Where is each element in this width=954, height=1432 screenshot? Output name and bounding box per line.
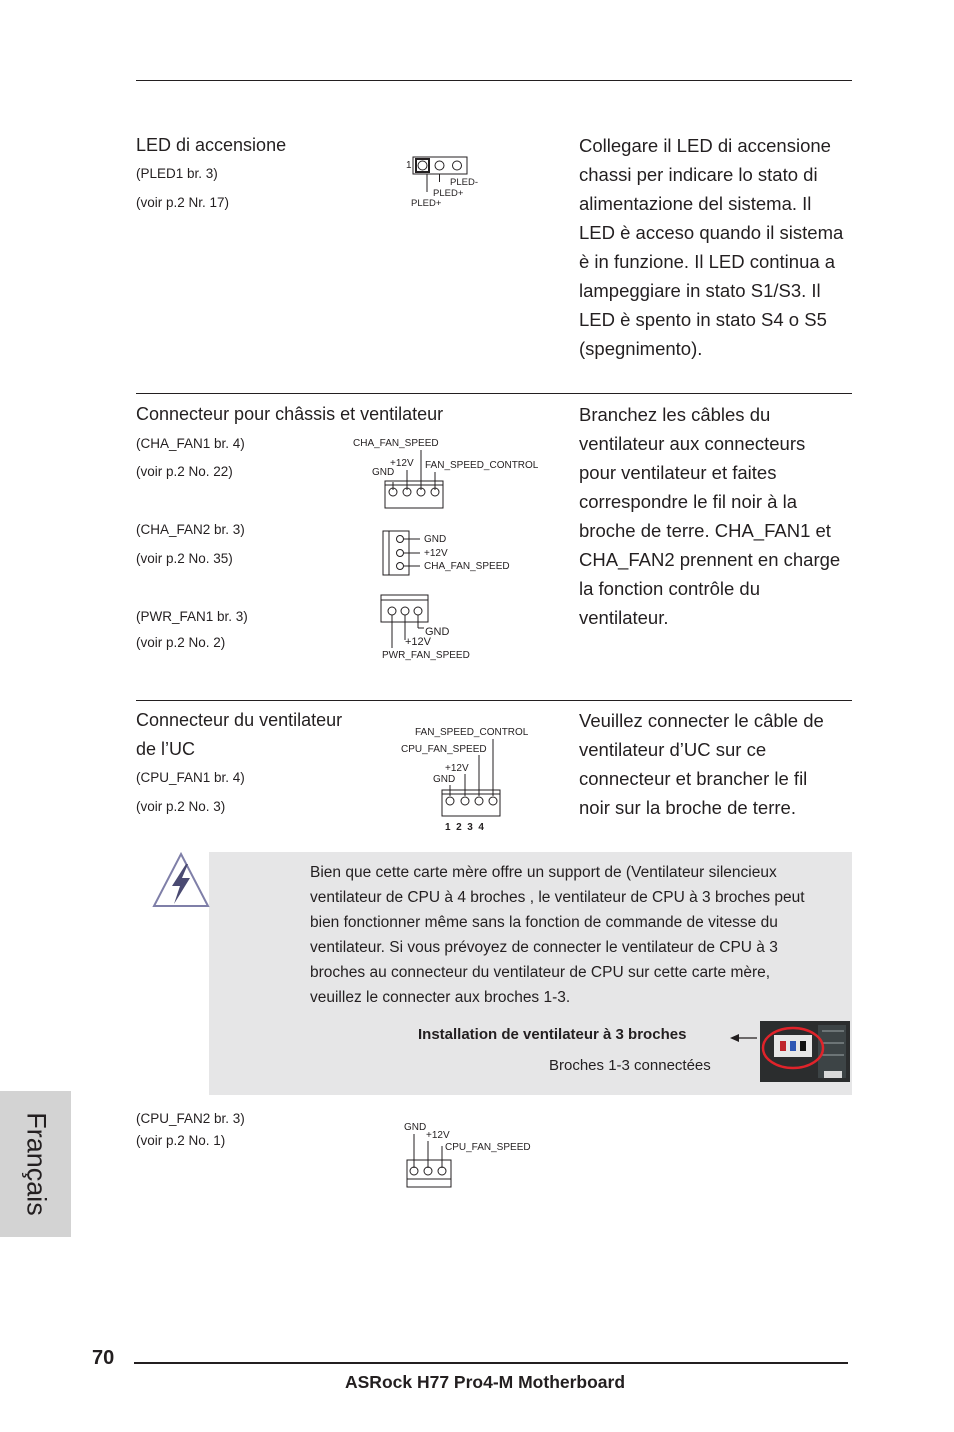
cha-desc-line: pour ventilateur et faites — [579, 462, 777, 483]
photo-wire-black — [800, 1041, 806, 1051]
language-side-tab — [0, 1091, 71, 1237]
pwr-fan1-pin — [388, 607, 396, 615]
note-line: bien fonctionner même sans la fonction de commande de vitesse du — [310, 914, 778, 931]
cha-fan1-sub2: (voir p.2 No. 22) — [136, 464, 233, 479]
cha-fan2-diagram — [380, 528, 540, 578]
pwr-fan1-pin — [401, 607, 409, 615]
footer-rule — [134, 1362, 848, 1364]
pled-pin1 — [418, 161, 427, 170]
cpu-fan1-pin — [461, 797, 469, 805]
cha-fan2-12v-label: +12V — [424, 548, 448, 559]
cpu-desc-line: noir sur la broche de terre. — [579, 797, 796, 818]
cha-fan2-speed-label: CHA_FAN_SPEED — [424, 561, 510, 572]
note-line: ventilateur. Si vous prévoyez de connecter le ventilateur de CPU à 3 — [310, 939, 778, 956]
language-label: Français — [21, 1112, 51, 1216]
pled-pin3 — [453, 161, 462, 170]
cha-fan2-pin — [397, 536, 404, 543]
cpu-fan1-gnd-label: GND — [433, 774, 456, 785]
cpu-fan1-sub2: (voir p.2 No. 3) — [136, 799, 226, 814]
pwr-fan1-diagram — [378, 592, 498, 662]
pled-minus-label: PLED- — [450, 177, 478, 188]
cha-desc-line: Branchez les câbles du — [579, 404, 771, 425]
note-line: Bien que cette carte mère offre un support de (Ventilateur silencieux — [310, 864, 777, 881]
cha-title: Connecteur pour châssis et ventilateur — [136, 404, 444, 424]
footer-title: ASRock H77 Pro4-M Motherboard — [345, 1372, 626, 1392]
cpu-fan1-pin — [475, 797, 483, 805]
photo-label — [824, 1071, 842, 1078]
pled-desc-line: è in funzione. Il LED continua a — [579, 251, 836, 272]
cha-fan2-pin — [397, 550, 404, 557]
cpu-fan2-12v-label: +12V — [426, 1130, 450, 1141]
cha-fan1-speed-label: CHA_FAN_SPEED — [353, 438, 439, 449]
cha-desc-line: CHA_FAN2 prennent en charge — [579, 549, 841, 570]
note-text — [310, 860, 855, 1010]
cpu-desc-line: connecteur et brancher le fil — [579, 768, 808, 789]
cpu-fan1-pin — [446, 797, 454, 805]
cha-desc-line: ventilateur. — [579, 607, 669, 628]
pled-desc-line: lampeggiare in stato S1/S3. Il — [579, 280, 821, 301]
pwr-fan1-12v-label: +12V — [405, 636, 431, 648]
cpu-fan2-pin — [438, 1167, 446, 1175]
pled-desc-line: chassi per indicare lo stato di — [579, 164, 818, 185]
pwr-fan1-speed-label: PWR_FAN_SPEED — [382, 650, 470, 661]
cha-fan2-sub2: (voir p.2 No. 35) — [136, 551, 233, 566]
pins-connected-label: Broches 1-3 connectées — [549, 1057, 711, 1074]
cpu-desc-line: ventilateur d’UC sur ce — [579, 739, 767, 760]
cpu-fan1-pin-numbers: 1 2 3 4 — [445, 822, 484, 833]
page-number: 70 — [92, 1347, 115, 1369]
section-divider — [136, 700, 852, 701]
cha-fan1-gnd-label: GND — [372, 467, 395, 478]
pled-desc-line: Collegare il LED di accensione — [579, 135, 831, 156]
install-label: Installation de ventilateur à 3 broches — [418, 1026, 687, 1043]
pled-sub2: (voir p.2 Nr. 17) — [136, 195, 230, 210]
top-rule — [136, 80, 852, 81]
cpu-desc-line: Veuillez connecter le câble de — [579, 710, 824, 731]
cpu-fan2-sub2: (voir p.2 No. 1) — [136, 1133, 226, 1148]
pled-pin1-label: 1 — [406, 160, 412, 171]
pled-sub1: (PLED1 br. 3) — [136, 166, 218, 181]
cha-description — [579, 400, 859, 632]
cha-desc-line: broche de terre. CHA_FAN1 et — [579, 520, 831, 541]
cpu-title-line1: Connecteur du ventilateur — [136, 710, 343, 730]
note-line: broches au connecteur du ventilateur de CPU sur cette carte mère, — [310, 964, 771, 981]
cha-fan1-control-label: FAN_SPEED_CONTROL — [425, 460, 539, 471]
pled-plus-label-2: PLED+ — [411, 198, 442, 209]
cha-fan2-sub1: (CHA_FAN2 br. 3) — [136, 522, 245, 537]
pled-title: LED di accensione — [136, 135, 287, 155]
cpu-fan1-speed-label: CPU_FAN_SPEED — [401, 744, 487, 755]
cha-fan2-pin — [397, 563, 404, 570]
cpu-fan2-gnd-label: GND — [404, 1122, 427, 1133]
photo-wire-red — [780, 1041, 786, 1051]
pled-connector-diagram — [400, 152, 490, 210]
pled-pin2 — [435, 161, 444, 170]
pwr-fan1-sub2: (voir p.2 No. 2) — [136, 635, 226, 650]
pwr-fan1-gnd-label: GND — [425, 626, 450, 638]
cpu-fan2-speed-label: CPU_FAN_SPEED — [445, 1142, 531, 1153]
pled-desc-line: (spegnimento). — [579, 338, 703, 359]
warning-icon — [150, 850, 212, 910]
cpu-fan2-pin — [410, 1167, 418, 1175]
cha-fan1-12v-label: +12V — [390, 458, 414, 469]
cpu-fan1-diagram — [398, 722, 548, 834]
cha-desc-line: la fonction contrôle du — [579, 578, 761, 599]
pwr-fan1-sub1: (PWR_FAN1 br. 3) — [136, 609, 248, 624]
pled-plus-label: PLED+ — [433, 188, 464, 199]
pled-desc-line: LED è spento in stato S4 o S5 — [579, 309, 827, 330]
pled-description — [579, 131, 859, 363]
photo-wire-blue — [790, 1041, 796, 1051]
cpu-fan1-sub1: (CPU_FAN1 br. 4) — [136, 770, 245, 785]
cpu-fan1-12v-label: +12V — [445, 763, 469, 774]
cpu-description — [579, 706, 859, 822]
pwr-fan1-pin — [414, 607, 422, 615]
cha-fan1-sub1: (CHA_FAN1 br. 4) — [136, 436, 245, 451]
cpu-fan1-pin — [489, 797, 497, 805]
cpu-title-line2: de l’UC — [136, 739, 196, 759]
cpu-fan2-pin — [424, 1167, 432, 1175]
section-divider — [136, 393, 852, 394]
note-line: veuillez le connecter aux broches 1-3. — [310, 989, 571, 1006]
arrow-left-icon — [730, 1032, 758, 1044]
cha-fan2-gnd-label: GND — [424, 534, 447, 545]
fan-install-photo — [760, 1021, 850, 1082]
cha-desc-line: ventilateur aux connecteurs — [579, 433, 806, 454]
cpu-fan1-control-label: FAN_SPEED_CONTROL — [415, 727, 529, 738]
note-line: ventilateur de CPU à 4 broches , le ventilateur de CPU à 3 broches peut — [310, 889, 805, 906]
cpu-fan2-diagram — [400, 1116, 550, 1192]
cpu-fan2-sub1: (CPU_FAN2 br. 3) — [136, 1111, 245, 1126]
pled-desc-line: alimentazione del sistema. Il — [579, 193, 812, 214]
pled-desc-line: LED è acceso quando il sistema — [579, 222, 844, 243]
cha-desc-line: correspondre le fil noir à la — [579, 491, 797, 512]
cha-fan1-diagram — [345, 432, 560, 512]
